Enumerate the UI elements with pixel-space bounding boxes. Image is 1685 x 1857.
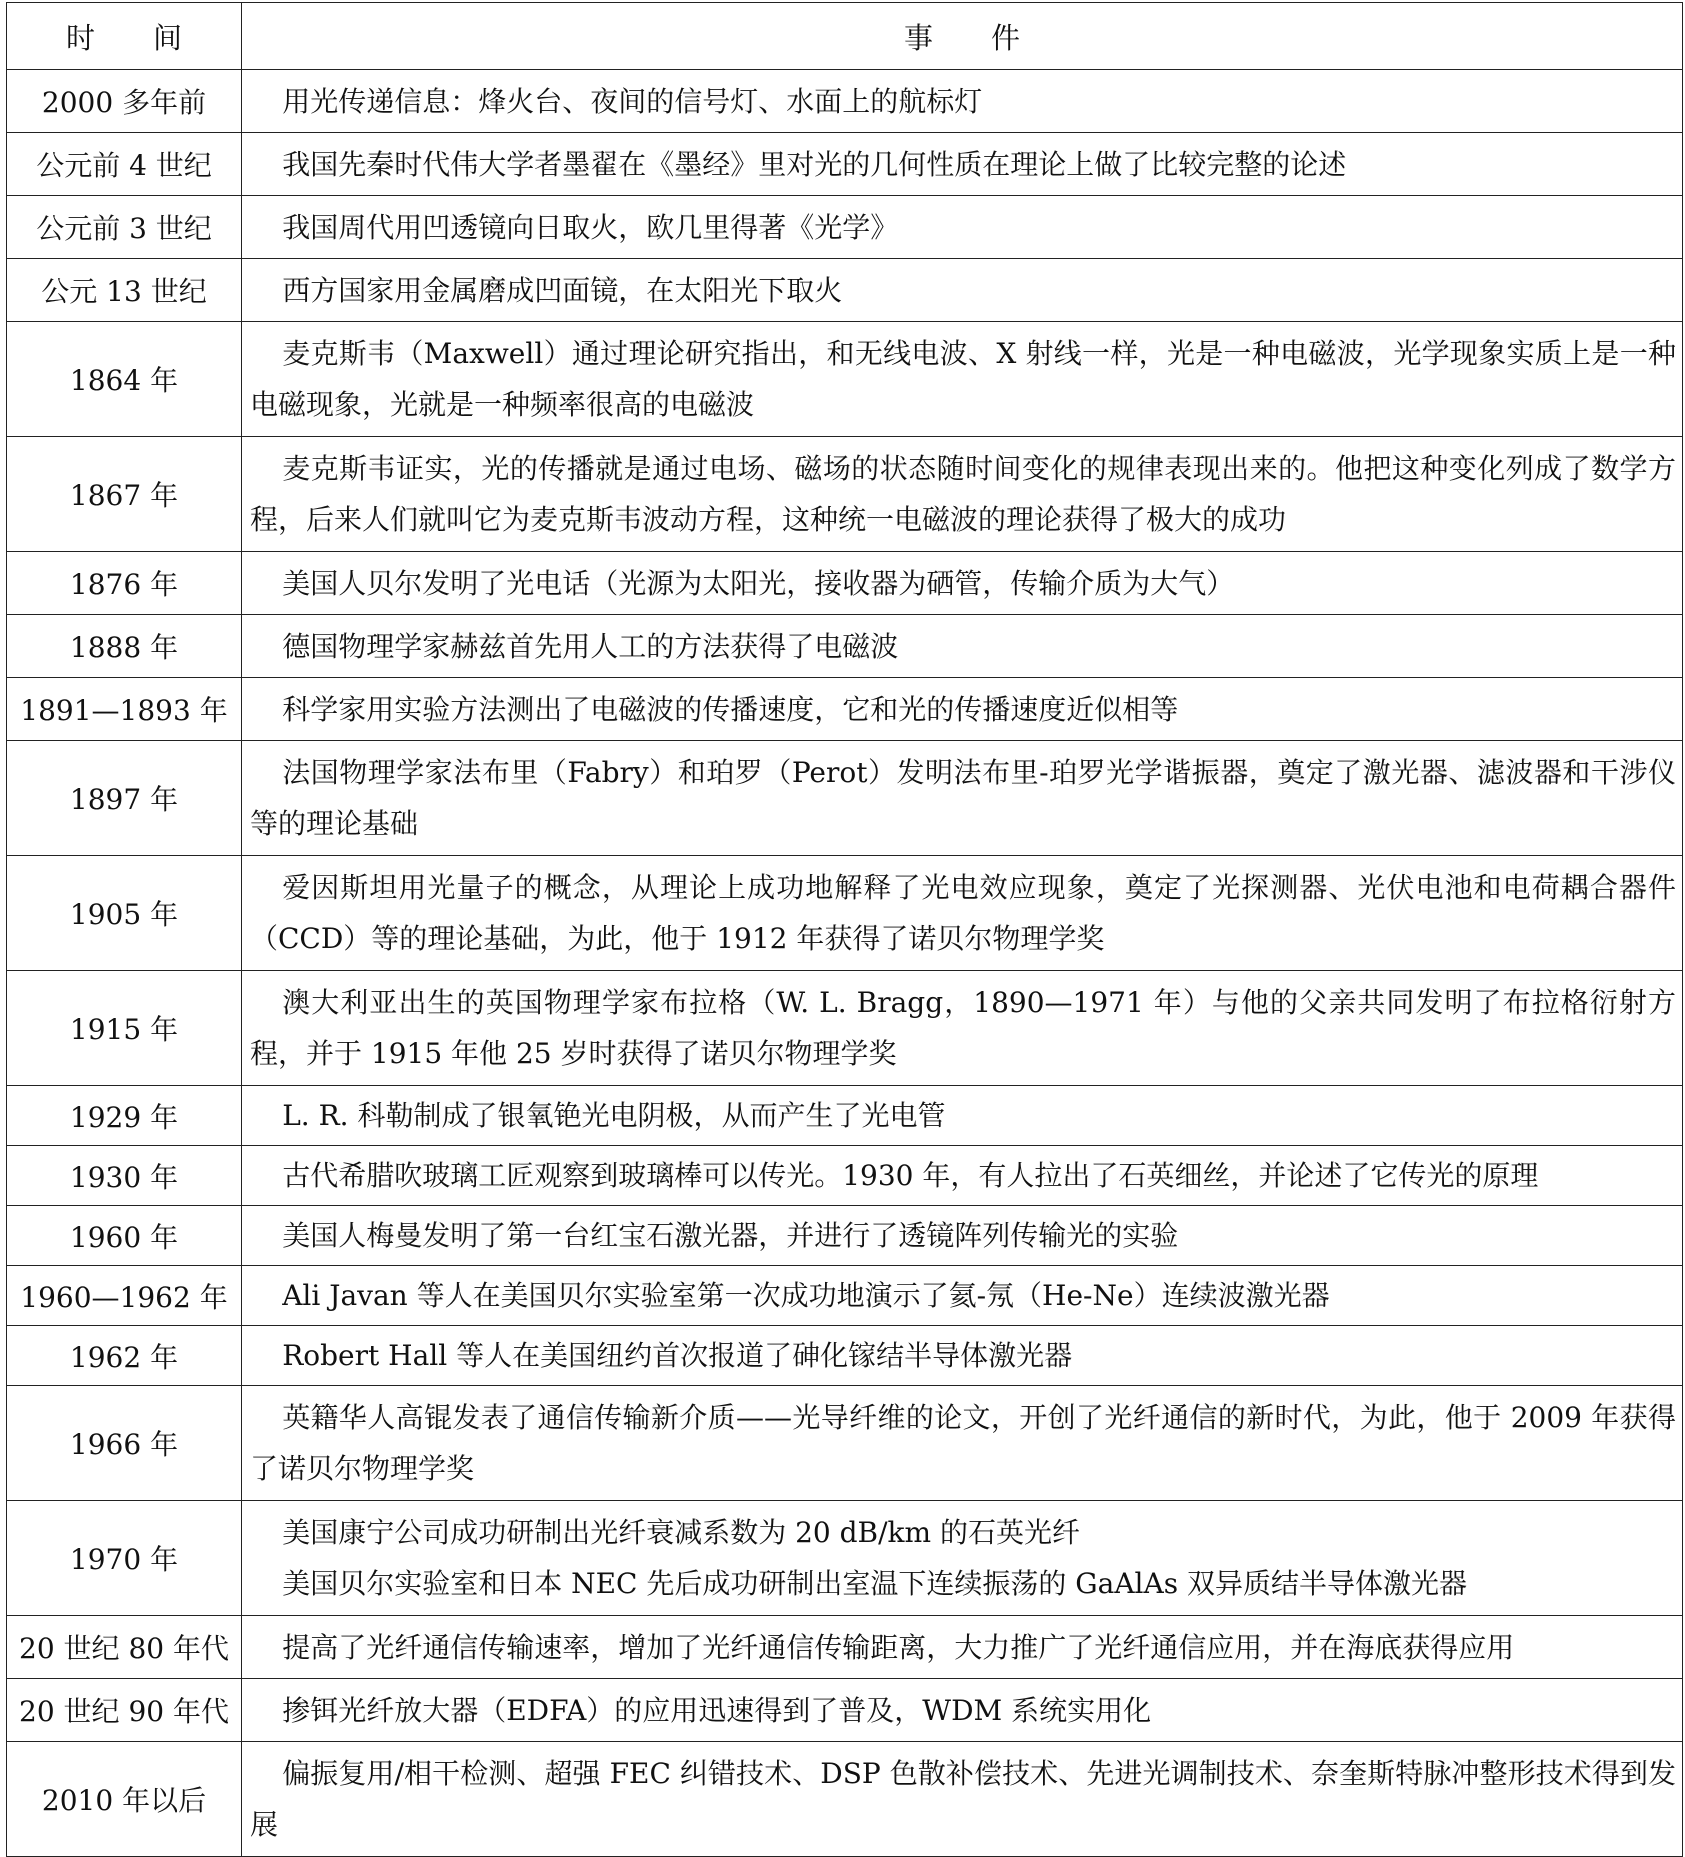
time-cell: 1960 年 (7, 1206, 242, 1266)
event-cell (242, 133, 1683, 196)
table-row (7, 1742, 1683, 1857)
event-cell (242, 856, 1683, 971)
time-cell: 1929 年 (7, 1086, 242, 1146)
event-cell (242, 1326, 1683, 1386)
event-cell (242, 437, 1683, 552)
event-cell (242, 1206, 1683, 1266)
event-text: 我国先秦时代伟大学者墨翟在《墨经》里对光的几何性质在理论上做了比较完整的论述 (282, 147, 1347, 181)
event-cell (242, 70, 1683, 133)
table-row (7, 856, 1683, 971)
event-cell (242, 1616, 1683, 1679)
event-text: Ali Javan 等人在美国贝尔实验室第一次成功地演示了氦-氖（He-Ne）连续波激光器 (282, 1279, 1330, 1312)
event-text: 美国康宁公司成功研制出光纤衰减系数为 20 dB/km 的石英光纤 (282, 1516, 1080, 1549)
event-text: 西方国家用金属磨成凹面镜，在太阳光下取火 (282, 273, 843, 307)
event-text: 英籍华人高锟发表了通信传输新介质——光导纤维的论文，开创了光纤通信的新时代，为此，他于 2009 年获得了诺贝尔物理学奖 (250, 1401, 1676, 1485)
event-cell (242, 615, 1683, 678)
event-cell (242, 552, 1683, 615)
time-cell: 1960—1962 年 (7, 1266, 242, 1326)
table-row (7, 615, 1683, 678)
time-cell: 公元 13 世纪 (7, 259, 242, 322)
time-cell: 2000 多年前 (7, 70, 242, 133)
time-cell: 1864 年 (7, 322, 242, 437)
time-cell: 1876 年 (7, 552, 242, 615)
time-cell: 1905 年 (7, 856, 242, 971)
time-cell: 公元前 3 世纪 (7, 196, 242, 259)
event-text: 偏振复用/相干检测、超强 FEC 纠错技术、DSP 色散补偿技术、先进光调制技术、奈奎斯特脉冲整形技术得到发展 (250, 1757, 1676, 1841)
table-row (7, 1501, 1683, 1616)
optical-history-table (6, 2, 1683, 1857)
time-cell: 1915 年 (7, 971, 242, 1086)
table-row (7, 133, 1683, 196)
time-cell: 20 世纪 80 年代 (7, 1616, 242, 1679)
time-cell: 公元前 4 世纪 (7, 133, 242, 196)
event-text: 美国人贝尔发明了光电话（光源为太阳光，接收器为硒管，传输介质为大气） (282, 566, 1235, 600)
event-cell (242, 1742, 1683, 1857)
time-cell: 20 世纪 90 年代 (7, 1679, 242, 1742)
table-row (7, 1266, 1683, 1326)
event-cell (242, 1086, 1683, 1146)
event-cell (242, 196, 1683, 259)
event-text: 用光传递信息：烽火台、夜间的信号灯、水面上的航标灯 (282, 84, 983, 118)
event-text: 提高了光纤通信传输速率，增加了光纤通信传输距离，大力推广了光纤通信应用，并在海底获得应用 (282, 1630, 1515, 1664)
table-row (7, 678, 1683, 741)
event-text: 我国周代用凹透镜向日取火，欧几里得著《光学》 (282, 210, 899, 244)
time-cell: 1888 年 (7, 615, 242, 678)
event-text: 美国人梅曼发明了第一台红宝石激光器，并进行了透镜阵列传输光的实验 (282, 1219, 1179, 1252)
event-text: 澳大利亚出生的英国物理学家布拉格（W. L. Bragg，1890—1971 年）与他的父亲共同发明了布拉格衍射方程，并于 1915 年他 25 岁时获得了诺贝尔物理学奖 (250, 986, 1676, 1070)
table-row (7, 741, 1683, 856)
event-text: Robert Hall 等人在美国纽约首次报道了砷化镓结半导体激光器 (282, 1339, 1073, 1372)
event-cell (242, 971, 1683, 1086)
time-cell: 1867 年 (7, 437, 242, 552)
event-text: 科学家用实验方法测出了电磁波的传播速度，它和光的传播速度近似相等 (282, 692, 1179, 726)
event-text: 法国物理学家法布里（Fabry）和珀罗（Perot）发明法布里-珀罗光学谐振器，奠定了激光器、滤波器和干涉仪等的理论基础 (250, 756, 1676, 840)
table-header-row (7, 3, 1683, 70)
time-cell: 1966 年 (7, 1386, 242, 1501)
event-cell (242, 322, 1683, 437)
event-cell (242, 1679, 1683, 1742)
time-cell: 1891—1893 年 (7, 678, 242, 741)
table-row (7, 259, 1683, 322)
header-event: 事 件 (242, 3, 1683, 70)
event-cell (242, 259, 1683, 322)
event-text: 古代希腊吹玻璃工匠观察到玻璃棒可以传光。1930 年，有人拉出了石英细丝，并论述了它传光的原理 (282, 1159, 1539, 1192)
table-row (7, 196, 1683, 259)
event-text: 德国物理学家赫兹首先用人工的方法获得了电磁波 (282, 629, 899, 663)
event-cell (242, 678, 1683, 741)
table-row (7, 70, 1683, 133)
table-row (7, 437, 1683, 552)
time-cell: 1962 年 (7, 1326, 242, 1386)
event-text: 美国贝尔实验室和日本 NEC 先后成功研制出室温下连续振荡的 GaAlAs 双异质结半导体激光器 (282, 1567, 1467, 1600)
table-row (7, 322, 1683, 437)
table-row (7, 971, 1683, 1086)
table-row (7, 1679, 1683, 1742)
event-cell (242, 1146, 1683, 1206)
time-cell: 1897 年 (7, 741, 242, 856)
event-cell (242, 1266, 1683, 1326)
table-row (7, 552, 1683, 615)
table-row (7, 1616, 1683, 1679)
event-cell (242, 741, 1683, 856)
event-text: L. R. 科勒制成了银氧铯光电阴极，从而产生了光电管 (282, 1099, 946, 1132)
event-cell (242, 1501, 1683, 1616)
time-cell: 2010 年以后 (7, 1742, 242, 1857)
event-text: 麦克斯韦证实，光的传播就是通过电场、磁场的状态随时间变化的规律表现出来的。他把这种变化列成了数学方程，后来人们就叫它为麦克斯韦波动方程，这种统一电磁波的理论获得了极大的成功 (250, 452, 1676, 536)
table-row (7, 1386, 1683, 1501)
event-text: 麦克斯韦（Maxwell）通过理论研究指出，和无线电波、X 射线一样，光是一种电磁波，光学现象实质上是一种电磁现象，光就是一种频率很高的电磁波 (250, 337, 1676, 421)
table-row (7, 1326, 1683, 1386)
event-text: 掺铒光纤放大器（EDFA）的应用迅速得到了普及，WDM 系统实用化 (282, 1693, 1152, 1727)
time-cell: 1930 年 (7, 1146, 242, 1206)
table-row (7, 1146, 1683, 1206)
event-cell (242, 1386, 1683, 1501)
event-text: 爱因斯坦用光量子的概念，从理论上成功地解释了光电效应现象，奠定了光探测器、光伏电池和电荷耦合器件（CCD）等的理论基础，为此，他于 1912 年获得了诺贝尔物理学奖 (250, 871, 1676, 955)
time-cell: 1970 年 (7, 1501, 242, 1616)
table-row (7, 1206, 1683, 1266)
table-row (7, 1086, 1683, 1146)
header-time: 时 间 (7, 3, 242, 70)
